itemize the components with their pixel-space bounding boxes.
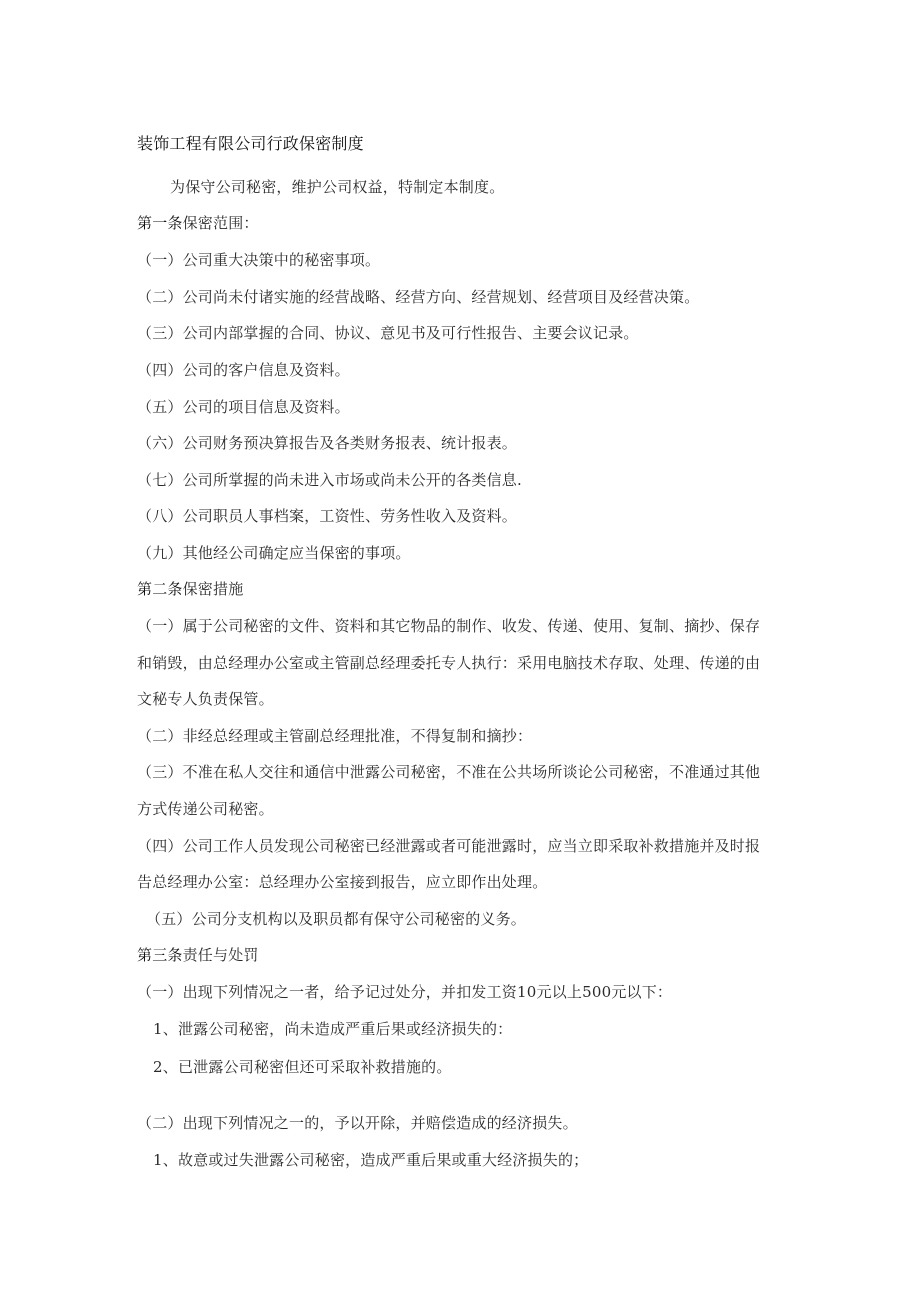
article2-line: （五）公司分支机构以及职员都有保守公司秘密的义务。 <box>146 910 527 928</box>
article2-title: 保密措施 <box>182 580 244 598</box>
article2-line: 文秘专人负责保管。 <box>137 690 274 708</box>
article2-line: （三）不准在私人交往和通信中泄露公司秘密，不准在公共场所谈论公司秘密，不准通过其他 <box>137 763 761 781</box>
article3-heading <box>137 945 259 965</box>
article2-line: （一）属于公司秘密的文件、资料和其它物品的制作、收发、传递、使用、复制、摘抄、保存 <box>137 617 761 635</box>
intro-paragraph: 为保守公司秘密，维护公司权益，特制定本制度。 <box>170 178 505 196</box>
article3-line: （一）出现下列情况之一者，给予记过处分，并扣发工资10元以上500元以下： <box>137 983 673 1001</box>
document-title: 装饰工程有限公司行政保密制度 <box>137 134 364 153</box>
article1-heading <box>137 213 259 233</box>
article1-item: （二）公司尚未付诸实施的经营战略、经营方向、经营规划、经营项目及经营决策。 <box>137 288 700 306</box>
article3-line: （二）出现下列情况之一的，予以开除，并赔偿造成的经济损失。 <box>137 1114 578 1132</box>
article2-line: 和销毁，由总经理办公室或主管副总经理委托专人执行：采用电脑技术存取、处理、传递的由 <box>137 654 761 672</box>
article1-item: （九）其他经公司确定应当保密的事项。 <box>137 544 411 562</box>
article1-title: 保密范围： <box>182 214 259 232</box>
article3-line: 2、已泄露公司秘密但还可采取补救措施的。 <box>153 1058 452 1076</box>
article3-label: 第三条 <box>137 946 183 964</box>
article1-item: （八）公司职员人事档案，工资性、劳务性收入及资料。 <box>137 507 518 525</box>
article1-item: （七）公司所掌握的尚未进入市场或尚未公开的各类信息. <box>137 471 522 489</box>
article3-title: 责任与处罚 <box>182 946 259 964</box>
article2-line: （二）非经总经理或主管副总经理批准，不得复制和摘抄： <box>137 727 533 745</box>
article1-item: （三）公司内部掌握的合同、协议、意见书及可行性报告、主要会议记录。 <box>137 324 639 342</box>
article3-line: 1、泄露公司秘密，尚未造成严重后果或经济损失的： <box>153 1020 513 1038</box>
article3-line: 1、故意或过失泄露公司秘密，造成严重后果或重大经济损失的； <box>153 1151 589 1169</box>
article1-item: （一）公司重大决策中的秘密事项。 <box>137 251 381 269</box>
article2-heading <box>137 579 243 599</box>
article1-label: 第一条 <box>137 214 183 232</box>
article2-line: （四）公司工作人员发现公司秘密已经泄露或者可能泄露时，应当立即采取补救措施并及时报 <box>137 837 761 855</box>
article1-item: （六）公司财务预决算报告及各类财务报表、统计报表。 <box>137 434 518 452</box>
article2-line: 方式传递公司秘密。 <box>137 800 274 818</box>
article1-item: （五）公司的项目信息及资料。 <box>137 398 350 416</box>
article1-item: （四）公司的客户信息及资料。 <box>137 361 350 379</box>
article2-line: 告总经理办公室：总经理办公室接到报告，应立即作出处理。 <box>137 873 548 891</box>
article2-label: 第二条 <box>137 580 183 598</box>
